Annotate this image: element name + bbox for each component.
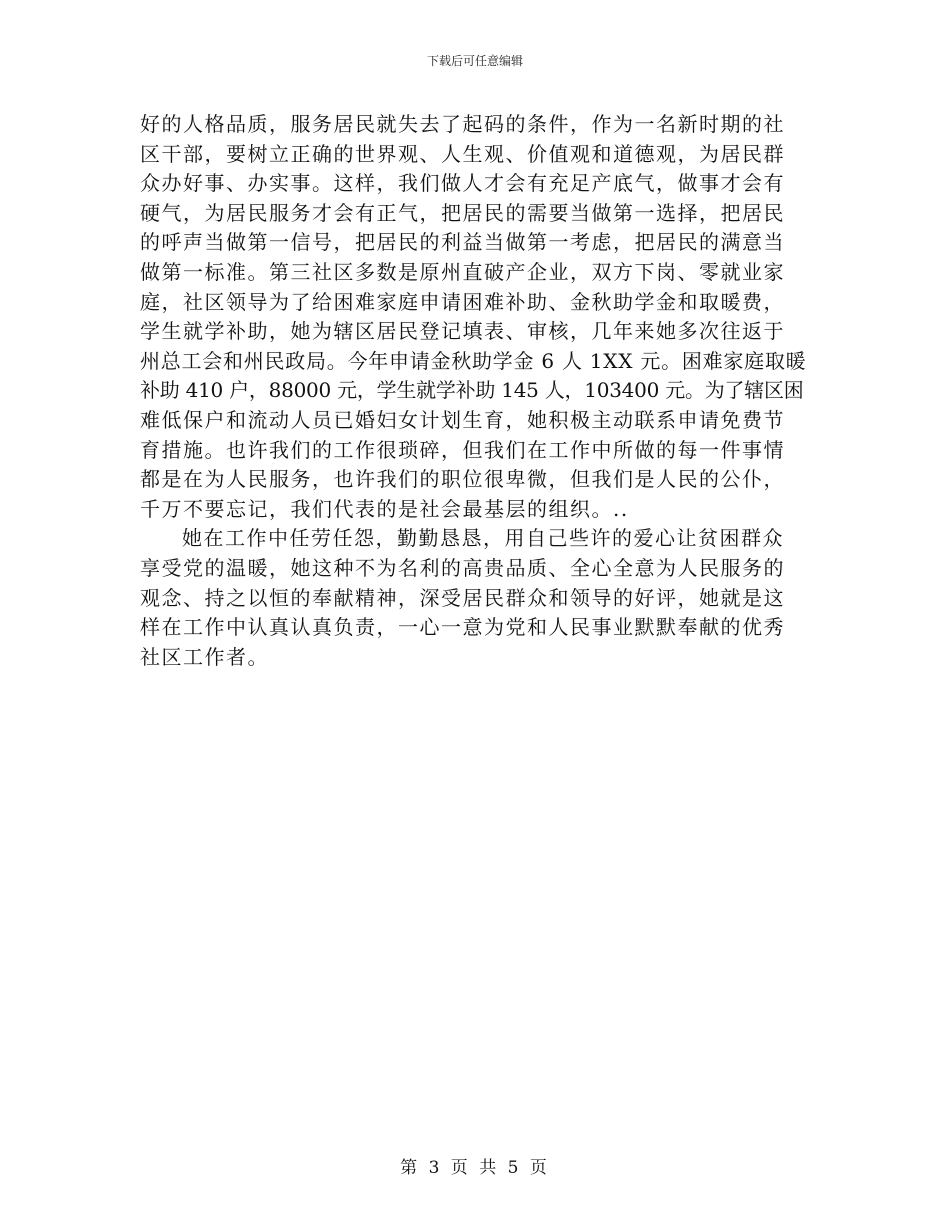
text-line: 难低保户和流动人员已婚妇女计划生育，她积极主动联系申请免费节 bbox=[140, 407, 785, 432]
text-line: 她在工作中任劳任怨，勤勤恳恳，用自己些许的爱心让贫困群众 bbox=[182, 526, 784, 551]
text-line: 做第一标准。第三社区多数是原州直破产企业，双方下岗、零就业家 bbox=[140, 259, 785, 284]
text-line: 州总工会和州民政局。今年申请金秋助学金 6 人 1XX 元。困难家庭取暖 bbox=[140, 348, 807, 373]
paragraph bbox=[140, 110, 812, 524]
text-line: 庭，社区领导为了给困难家庭申请困难补助、金秋助学金和取暖费， bbox=[140, 289, 785, 314]
text-line: 千万不要忘记，我们代表的是社会最基层的组织。.. bbox=[140, 496, 629, 521]
text-line: 众办好事、办实事。这样，我们做人才会有充足产底气，做事才会有 bbox=[140, 171, 785, 196]
text-line: 的呼声当做第一信号，把居民的利益当做第一考虑，把居民的满意当 bbox=[140, 230, 785, 255]
page-number: 第 3 页 共 5 页 bbox=[400, 1158, 550, 1178]
text-line: 社区工作者。 bbox=[140, 644, 269, 669]
paragraph bbox=[140, 524, 812, 672]
text-line: 享受党的温暖，她这种不为名利的高贵品质、全心全意为人民服务的 bbox=[140, 555, 785, 580]
text-line: 硬气，为居民服务才会有正气，把居民的需要当做第一选择，把居民 bbox=[140, 200, 785, 225]
text-line: 样在工作中认真认真负责，一心一意为党和人民事业默默奉献的优秀 bbox=[140, 615, 785, 640]
page-header-note: 下载后可任意编辑 bbox=[426, 54, 523, 68]
text-line: 补助 410 户，88000 元，学生就学补助 145 人，103400 元。为了辖区困 bbox=[140, 378, 804, 403]
text-line: 学生就学补助，她为辖区居民登记填表、审核，几年来她多次往返于 bbox=[140, 319, 785, 344]
text-line: 好的人格品质，服务居民就失去了起码的条件，作为一名新时期的社 bbox=[140, 112, 785, 136]
text-line: 育措施。也许我们的工作很琐碎，但我们在工作中所做的每一件事情 bbox=[140, 437, 785, 462]
text-line: 观念、持之以恒的奉献精神，深受居民群众和领导的好评，她就是这 bbox=[140, 585, 785, 610]
text-line: 区干部，要树立正确的世界观、人生观、价值观和道德观，为居民群 bbox=[140, 141, 785, 166]
text-line: 都是在为人民服务，也许我们的职位很卑微，但我们是人民的公仆， bbox=[140, 467, 785, 492]
document-body bbox=[140, 110, 812, 672]
